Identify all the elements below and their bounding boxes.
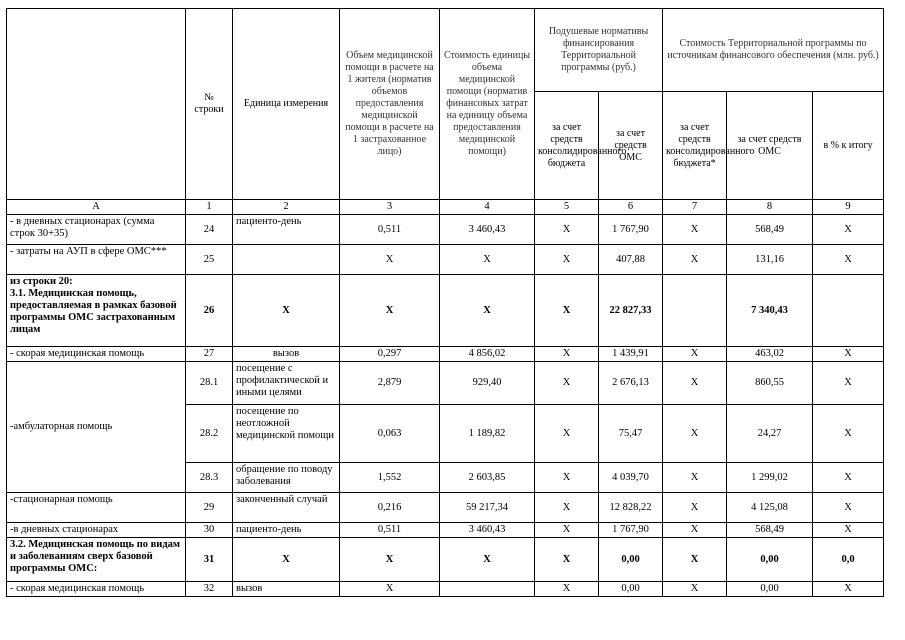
row-cost: 1 189,82 <box>440 405 535 463</box>
row-volume: 0,297 <box>340 347 440 362</box>
col-index-cell: 3 <box>340 200 440 215</box>
row-cost: Х <box>440 245 535 275</box>
row-unit: вызов <box>233 347 340 362</box>
row-unit: Х <box>233 538 340 582</box>
table-row <box>7 215 884 245</box>
column-index-row <box>7 200 884 215</box>
row-per-capita-budget: Х <box>535 362 599 405</box>
row-cost: 2 603,85 <box>440 463 535 493</box>
row-number: 28.1 <box>186 362 233 405</box>
row-volume: Х <box>340 582 440 597</box>
row-number: 27 <box>186 347 233 362</box>
header-program-cost-group: Стоимость Территориальной программы по источникам финансового обеспечения (млн. руб.) <box>663 9 884 92</box>
row-label: - скорая медицинская помощь <box>7 347 186 362</box>
table-row <box>7 362 884 405</box>
row-label: -стационарная помощь <box>7 493 186 523</box>
col-index-cell: 7 <box>663 200 727 215</box>
row-volume: 0,511 <box>340 215 440 245</box>
row-number: 31 <box>186 538 233 582</box>
row-per-capita-oms: 0,00 <box>599 538 663 582</box>
row-per-capita-budget: Х <box>535 275 599 347</box>
row-label-ambulatory: -амбулаторная помощь <box>7 362 186 493</box>
row-per-capita-oms: 1 767,90 <box>599 215 663 245</box>
header-sub-oms: за счет средств ОМС <box>599 92 663 200</box>
header-sub-percent: в % к итогу <box>813 92 884 200</box>
header-volume: Объем медицинской помощи в расчете на 1 жителя (норматив объемов предоставления медицинской помощи в расчете на 1 застрахованное лицо) <box>340 9 440 200</box>
col-index-cell: А <box>7 200 186 215</box>
row-per-capita-oms: 1 767,90 <box>599 523 663 538</box>
row-number: 29 <box>186 493 233 523</box>
row-cost: 59 217,34 <box>440 493 535 523</box>
row-program-oms: 568,49 <box>727 523 813 538</box>
row-number: 28.3 <box>186 463 233 493</box>
row-label: из строки 20: 3.1. Медицинская помощь, предоставляемая в рамках базовой программы ОМС застрахованным лицам <box>7 275 186 347</box>
row-per-capita-oms: 22 827,33 <box>599 275 663 347</box>
row-number: 26 <box>186 275 233 347</box>
row-number: 30 <box>186 523 233 538</box>
row-volume: 0,216 <box>340 493 440 523</box>
row-per-capita-budget: Х <box>535 523 599 538</box>
table-row <box>7 582 884 597</box>
table-row <box>7 523 884 538</box>
row-percent: Х <box>813 523 884 538</box>
col-index-cell: 5 <box>535 200 599 215</box>
row-program-budget: Х <box>663 405 727 463</box>
row-program-oms: 131,16 <box>727 245 813 275</box>
header-row-no: № строки <box>186 9 233 200</box>
header-sub-consolidated-budget: за счет средств консолидированного бюджета <box>535 92 599 200</box>
row-program-budget <box>663 275 727 347</box>
row-cost: 3 460,43 <box>440 215 535 245</box>
table-row <box>7 493 884 523</box>
row-program-oms: 4 125,08 <box>727 493 813 523</box>
row-per-capita-budget: Х <box>535 215 599 245</box>
header-per-capita-group: Подушевые нормативы финансирования Территориальной программы (руб.) <box>535 9 663 92</box>
row-volume: Х <box>340 245 440 275</box>
row-unit: пациенто-день <box>233 523 340 538</box>
row-label: - скорая медицинская помощь <box>7 582 186 597</box>
row-program-budget: Х <box>663 362 727 405</box>
row-unit: пациенто-день <box>233 215 340 245</box>
row-per-capita-oms: 12 828,22 <box>599 493 663 523</box>
row-label: 3.2. Медицинская помощь по видам и заболеваниям сверх базовой программы ОМС: <box>7 538 186 582</box>
row-percent: Х <box>813 215 884 245</box>
row-program-oms: 860,55 <box>727 362 813 405</box>
row-volume: 2,879 <box>340 362 440 405</box>
row-program-budget: Х <box>663 463 727 493</box>
row-cost: 4 856,02 <box>440 347 535 362</box>
row-volume: 0,511 <box>340 523 440 538</box>
header-sub-consolidated-budget-star: за счет средств консолидированного бюджета* <box>663 92 727 200</box>
row-per-capita-oms: 2 676,13 <box>599 362 663 405</box>
col-index-cell: 1 <box>186 200 233 215</box>
row-program-oms: 0,00 <box>727 582 813 597</box>
table-row <box>7 347 884 362</box>
row-per-capita-budget: Х <box>535 405 599 463</box>
row-cost: 3 460,43 <box>440 523 535 538</box>
row-number: 28.2 <box>186 405 233 463</box>
row-program-budget: Х <box>663 582 727 597</box>
row-percent: 0,0 <box>813 538 884 582</box>
row-program-oms: 568,49 <box>727 215 813 245</box>
row-unit: вызов <box>233 582 340 597</box>
header-name-blank <box>7 9 186 200</box>
row-label: -в дневных стационарах <box>7 523 186 538</box>
row-volume: 0,063 <box>340 405 440 463</box>
table-row-bold <box>7 538 884 582</box>
row-program-oms: 7 340,43 <box>727 275 813 347</box>
row-program-oms: 24,27 <box>727 405 813 463</box>
col-index-cell: 8 <box>727 200 813 215</box>
row-program-budget: Х <box>663 493 727 523</box>
row-cost: Х <box>440 275 535 347</box>
header-unit: Единица измерения <box>233 9 340 200</box>
row-per-capita-oms: 75,47 <box>599 405 663 463</box>
col-index-cell: 9 <box>813 200 884 215</box>
header-sub-oms-2: за счет средств ОМС <box>727 92 813 200</box>
row-per-capita-oms: 4 039,70 <box>599 463 663 493</box>
row-program-budget: Х <box>663 215 727 245</box>
territorial-program-table <box>6 8 884 597</box>
row-per-capita-oms: 0,00 <box>599 582 663 597</box>
row-unit: обращение по поводу заболевания <box>233 463 340 493</box>
row-unit: Х <box>233 275 340 347</box>
row-number: 25 <box>186 245 233 275</box>
header-cost: Стоимость единицы объема медицинской помощи (норматив финансовых затрат на единицу объема предоставления медицинской помощи) <box>440 9 535 200</box>
row-per-capita-budget: Х <box>535 463 599 493</box>
row-per-capita-budget: Х <box>535 493 599 523</box>
row-percent: Х <box>813 362 884 405</box>
row-percent <box>813 275 884 347</box>
row-label: - затраты на АУП в сфере ОМС*** <box>7 245 186 275</box>
row-volume: Х <box>340 275 440 347</box>
row-program-budget: Х <box>663 523 727 538</box>
row-program-budget: Х <box>663 245 727 275</box>
row-program-oms: 0,00 <box>727 538 813 582</box>
row-unit <box>233 245 340 275</box>
row-per-capita-budget: Х <box>535 582 599 597</box>
row-percent: Х <box>813 493 884 523</box>
row-cost <box>440 582 535 597</box>
row-percent: Х <box>813 347 884 362</box>
row-unit: посещение по неотложной медицинской помощи <box>233 405 340 463</box>
row-per-capita-budget: Х <box>535 538 599 582</box>
col-index-cell: 2 <box>233 200 340 215</box>
col-index-cell: 4 <box>440 200 535 215</box>
row-label: - в дневных стационарах (сумма строк 30+35) <box>7 215 186 245</box>
row-program-budget: Х <box>663 347 727 362</box>
col-index-cell: 6 <box>599 200 663 215</box>
row-number: 32 <box>186 582 233 597</box>
row-per-capita-oms: 407,88 <box>599 245 663 275</box>
row-percent: Х <box>813 405 884 463</box>
row-program-budget: Х <box>663 538 727 582</box>
row-cost: 929,40 <box>440 362 535 405</box>
row-per-capita-budget: Х <box>535 347 599 362</box>
row-program-oms: 463,02 <box>727 347 813 362</box>
row-volume: 1,552 <box>340 463 440 493</box>
row-per-capita-oms: 1 439,91 <box>599 347 663 362</box>
row-program-oms: 1 299,02 <box>727 463 813 493</box>
row-per-capita-budget: Х <box>535 245 599 275</box>
row-unit: законченный случай <box>233 493 340 523</box>
table-row-bold <box>7 275 884 347</box>
row-volume: Х <box>340 538 440 582</box>
header-row-1 <box>7 9 884 92</box>
row-number: 24 <box>186 215 233 245</box>
row-percent: Х <box>813 582 884 597</box>
row-cost: Х <box>440 538 535 582</box>
row-percent: Х <box>813 463 884 493</box>
table-row <box>7 245 884 275</box>
row-unit: посещение с профилактической и иными целями <box>233 362 340 405</box>
row-percent: Х <box>813 245 884 275</box>
